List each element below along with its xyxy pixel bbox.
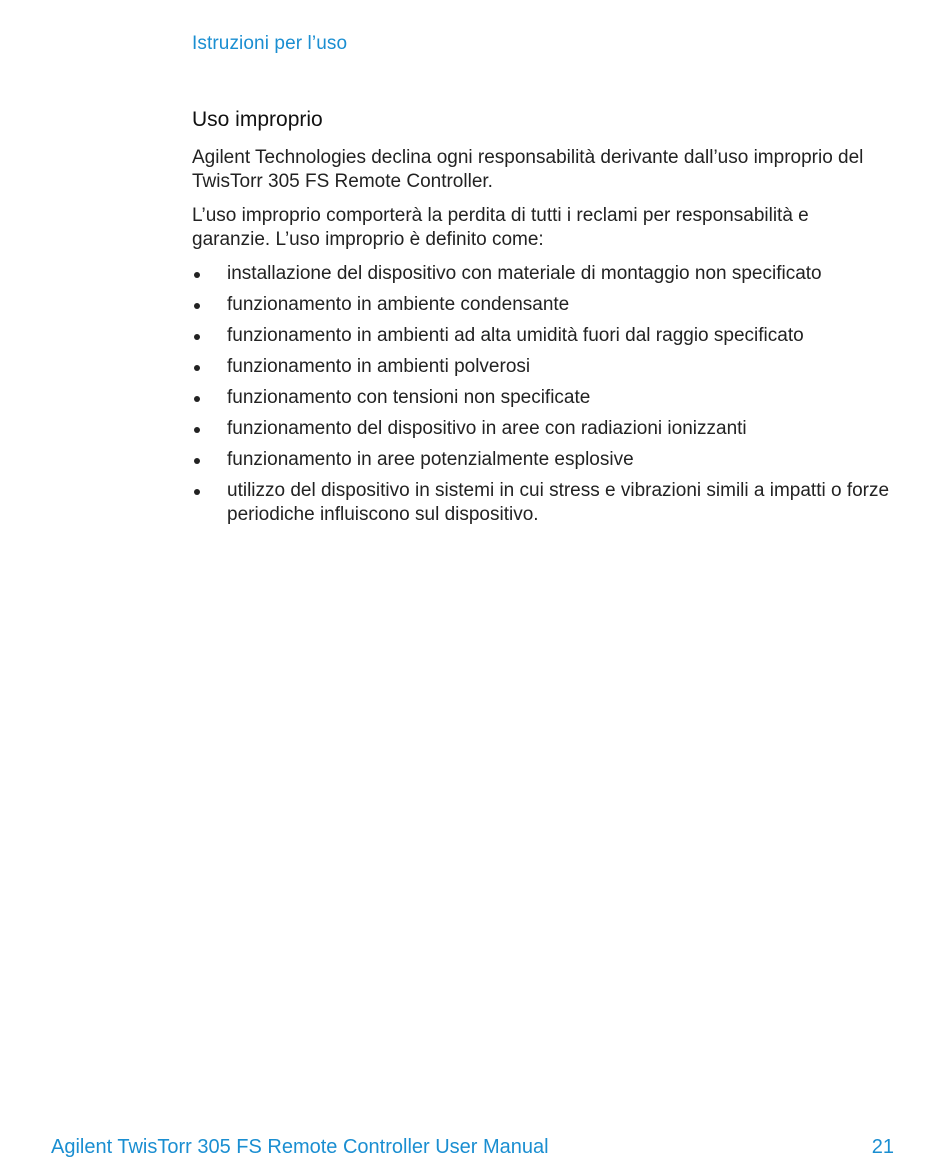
list-item-text: funzionamento in ambiente condensante xyxy=(227,294,570,315)
bullet-icon xyxy=(194,396,200,402)
list-item-text: funzionamento in aree potenzialmente esplosive xyxy=(227,449,634,470)
list-item xyxy=(192,262,892,286)
footer-manual-title: Agilent TwisTorr 305 FS Remote Controller User Manual xyxy=(51,1136,549,1158)
list-item xyxy=(192,479,892,527)
bullet-icon xyxy=(194,489,200,495)
list-item xyxy=(192,324,892,348)
bullet-icon xyxy=(194,365,200,371)
bullet-icon xyxy=(194,427,200,433)
list-item xyxy=(192,355,892,379)
list-item-text: installazione del dispositivo con materiale di montaggio non specificato xyxy=(227,263,822,284)
list-item-text: funzionamento con tensioni non specificate xyxy=(227,387,591,408)
running-header: Istruzioni per l’uso xyxy=(192,33,348,54)
list-item xyxy=(192,293,892,317)
misuse-list xyxy=(192,262,892,527)
bullet-icon xyxy=(194,272,200,278)
bullet-icon xyxy=(194,303,200,309)
page-number: 21 xyxy=(871,1136,894,1158)
list-item-text: utilizzo del dispositivo in sistemi in cui stress e vibrazioni simili a impatti o forze periodiche influiscono sul dispositivo. xyxy=(227,480,890,525)
section-title: Uso improprio xyxy=(192,108,323,131)
list-item xyxy=(192,386,892,410)
paragraph: L’uso improprio comporterà la perdita di tutti i reclami per responsabilità e garanzie. L’uso improprio è definito come: xyxy=(192,205,809,250)
list-item xyxy=(192,448,892,472)
list-item xyxy=(192,417,892,441)
paragraph: Agilent Technologies declina ogni responsabilità derivante dall’uso improprio del TwisTorr 305 FS Remote Controller. xyxy=(192,147,864,192)
bullet-icon xyxy=(194,458,200,464)
list-item-text: funzionamento del dispositivo in aree con radiazioni ionizzanti xyxy=(227,418,747,439)
list-item-text: funzionamento in ambienti ad alta umidità fuori dal raggio specificato xyxy=(227,325,804,346)
bullet-icon xyxy=(194,334,200,340)
list-item-text: funzionamento in ambienti polverosi xyxy=(227,356,531,377)
section-content xyxy=(192,106,892,534)
